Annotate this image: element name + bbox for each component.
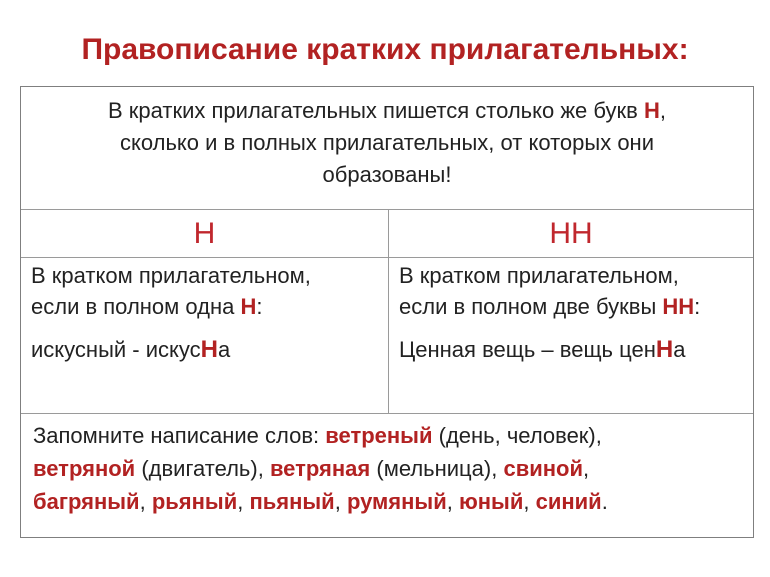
left-rule-cell: [21, 258, 389, 413]
intro-line-3: образованы!: [322, 162, 452, 187]
memo-word-5: багряный: [33, 489, 140, 514]
rule-table: [20, 86, 754, 538]
left-example-start: искусный - искус: [31, 337, 201, 362]
right-rule-line-1: В кратком прилагательном,: [399, 263, 679, 288]
intro-row: [21, 87, 753, 210]
right-example: [399, 334, 747, 365]
memo-sep-9: ,: [523, 489, 536, 514]
header-cell-n: Н: [21, 210, 389, 257]
memo-word-9: юный: [458, 489, 524, 514]
memo-sep-8: ,: [446, 489, 459, 514]
memo-line-1: [33, 419, 741, 452]
memo-note-2: (двигатель),: [135, 456, 270, 481]
memo-word-3: ветряная: [269, 456, 371, 481]
memo-line-3: [33, 485, 741, 518]
right-example-letter: Н: [655, 336, 674, 363]
memo-row: [21, 414, 753, 537]
intro-line-1-text: В кратких прилагательных пишется столько же букв: [108, 98, 644, 123]
memo-note-4: ,: [583, 456, 590, 481]
right-example-start: Ценная вещь – вещь цен: [399, 337, 656, 362]
right-example-end: а: [673, 337, 686, 362]
memo-word-2: ветряной: [33, 456, 136, 481]
right-rule-line-2-end: :: [694, 294, 701, 319]
rules-row: [21, 258, 753, 414]
intro-line-1: [21, 95, 753, 127]
memo-word-1: ветреный: [325, 423, 433, 448]
memo-word-10: синий: [535, 489, 602, 514]
left-rule-line-1: В кратком прилагательном,: [31, 263, 311, 288]
left-example: [31, 334, 382, 365]
memo-word-7: пьяный: [249, 489, 335, 514]
left-rule-line-2-text: если в полном одна: [31, 294, 241, 319]
right-rule-line-2-text: если в полном две буквы: [399, 294, 663, 319]
page-title: Правописание кратких прилагательных:: [81, 33, 689, 66]
memo-sep-7: ,: [334, 489, 347, 514]
intro-line-1-end: ,: [659, 98, 666, 123]
right-rule-cell: [389, 258, 753, 413]
memo-end: .: [601, 489, 608, 514]
header-row: [21, 210, 753, 258]
left-rule-letter: Н: [240, 294, 257, 319]
left-example-end: а: [217, 337, 231, 362]
header-cell-nn: НН: [549, 217, 593, 250]
memo-word-6: рьяный: [151, 489, 238, 514]
intro-line-2: сколько и в полных прилагательных, от которых они: [119, 130, 654, 155]
memo-sep-5: ,: [139, 489, 152, 514]
memo-note-3: (мельница),: [370, 456, 504, 481]
left-rule-line-2: [31, 291, 382, 322]
left-rule-line-2-end: :: [256, 294, 263, 319]
memo-line-2: [33, 452, 741, 485]
right-rule-letters: НН: [662, 294, 695, 319]
memo-word-4: свиной: [503, 456, 583, 481]
right-rule-line-2: [399, 291, 747, 322]
memo-word-8: румяный: [346, 489, 447, 514]
intro-letter-n: Н: [643, 98, 660, 123]
memo-note-1: (день, человек),: [432, 423, 602, 448]
memo-sep-6: ,: [237, 489, 250, 514]
memo-lead: Запомните написание слов:: [33, 423, 326, 448]
left-example-letter: Н: [200, 336, 218, 363]
